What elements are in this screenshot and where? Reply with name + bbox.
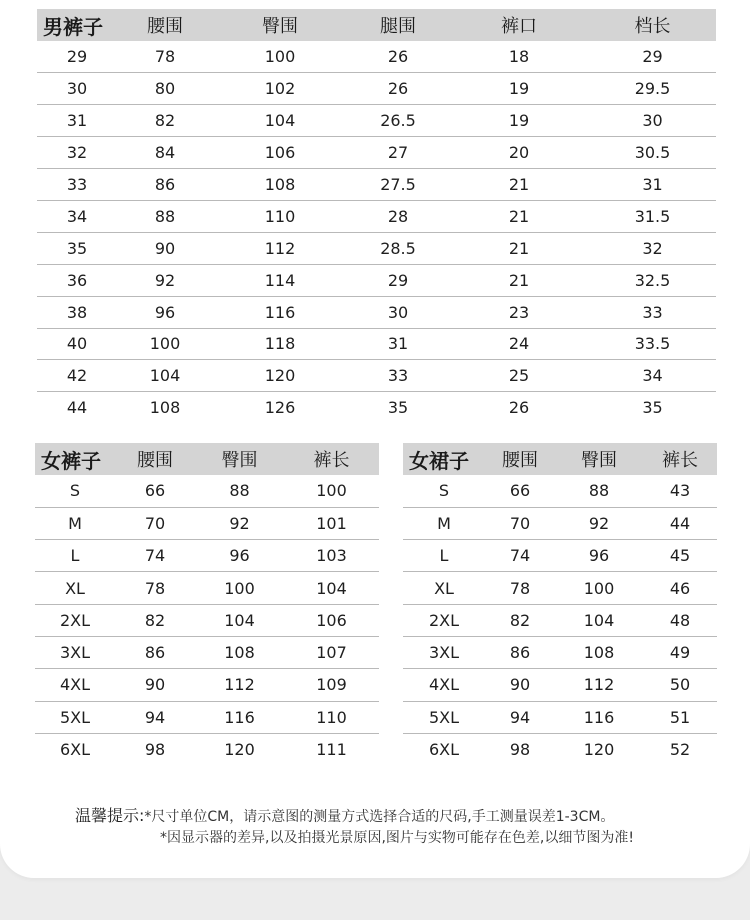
measurement-cell: 70 — [485, 507, 555, 539]
tip-line-1 — [75, 803, 614, 826]
table-row — [403, 540, 717, 572]
measurement-cell: 45 — [643, 540, 717, 572]
table-row — [37, 169, 716, 201]
measurement-cell: 30.5 — [589, 137, 716, 169]
measurement-cell: 78 — [115, 572, 195, 604]
measurement-cell: 34 — [589, 360, 716, 392]
measurement-cell: 27.5 — [347, 169, 449, 201]
measurement-cell: 103 — [284, 540, 379, 572]
measurement-cell: 86 — [115, 636, 195, 668]
measurement-cell: 50 — [643, 669, 717, 701]
size-cell: 34 — [37, 200, 117, 232]
column-header: 裤长 — [643, 443, 717, 475]
table-header-row — [35, 443, 379, 475]
column-header: 腰围 — [117, 9, 213, 41]
measurement-cell: 88 — [555, 475, 643, 507]
table-row — [403, 733, 717, 765]
measurement-cell: 44 — [643, 507, 717, 539]
column-header: 裤长 — [284, 443, 379, 475]
table-title-header: 女裤子 — [35, 443, 115, 475]
table-title-header: 女裙子 — [403, 443, 485, 475]
measurement-cell: 104 — [195, 604, 284, 636]
measurement-cell: 90 — [115, 669, 195, 701]
size-cell: 33 — [37, 169, 117, 201]
size-cell: S — [403, 475, 485, 507]
table-row — [403, 636, 717, 668]
measurement-cell: 110 — [284, 701, 379, 733]
tip-title: 温馨提示: — [75, 806, 145, 825]
measurement-cell: 100 — [195, 572, 284, 604]
table-row — [403, 604, 717, 636]
column-header: 档长 — [589, 9, 716, 41]
measurement-cell: 101 — [284, 507, 379, 539]
size-cell: 4XL — [35, 669, 115, 701]
size-cell: 6XL — [428, 740, 460, 760]
size-cell: 2XL — [403, 604, 485, 636]
table-header-row — [37, 9, 716, 41]
measurement-cell: 27 — [347, 137, 449, 169]
size-cell: M — [403, 507, 485, 539]
table-row — [37, 137, 716, 169]
measurement-cell: 88 — [195, 475, 284, 507]
table-row — [403, 669, 717, 701]
measurement-cell: 29 — [589, 41, 716, 73]
measurement-cell: 104 — [284, 572, 379, 604]
table-title-header: 男裤子 — [37, 9, 117, 41]
table-row — [37, 264, 716, 296]
table-row — [35, 507, 379, 539]
size-cell: 30 — [37, 73, 117, 105]
measurement-cell: 21 — [449, 200, 589, 232]
measurement-cell: 66 — [115, 475, 195, 507]
size-cell: 44 — [66, 398, 88, 418]
table-row — [35, 540, 379, 572]
measurement-cell: 82 — [117, 105, 213, 137]
table-header-row — [403, 443, 717, 475]
measurement-cell: 108 — [149, 398, 181, 418]
measurement-cell: 82 — [485, 604, 555, 636]
measurement-cell: 29.5 — [589, 73, 716, 105]
measurement-cell: 120 — [224, 740, 255, 760]
measurement-cell: 108 — [213, 169, 347, 201]
measurement-cell: 114 — [213, 264, 347, 296]
measurement-cell: 86 — [117, 169, 213, 201]
table-row — [403, 475, 717, 507]
size-cell: 4XL — [403, 669, 485, 701]
measurement-cell: 78 — [485, 572, 555, 604]
measurement-cell: 82 — [115, 604, 195, 636]
measurement-cell: 100 — [213, 41, 347, 73]
measurement-cell: 120 — [583, 740, 615, 760]
measurement-cell: 96 — [117, 296, 213, 328]
measurement-cell: 74 — [485, 540, 555, 572]
column-header: 裤口 — [449, 9, 589, 41]
size-cell: 5XL — [403, 701, 485, 733]
measurement-cell: 118 — [213, 328, 347, 360]
measurement-cell: 104 — [213, 105, 347, 137]
measurement-cell: 107 — [284, 636, 379, 668]
table-row — [35, 733, 379, 765]
measurement-cell: 92 — [117, 264, 213, 296]
women-skirt-size-table — [403, 443, 717, 766]
measurement-cell: 33 — [347, 360, 449, 392]
measurement-cell: 28 — [347, 200, 449, 232]
measurement-cell: 108 — [555, 636, 643, 668]
measurement-cell: 92 — [195, 507, 284, 539]
measurement-cell: 35 — [642, 398, 663, 418]
measurement-cell: 32 — [589, 232, 716, 264]
size-cell: 29 — [37, 41, 117, 73]
table-row — [35, 636, 379, 668]
measurement-cell: 21 — [449, 169, 589, 201]
measurement-cell: 20 — [449, 137, 589, 169]
measurement-cell: 24 — [449, 328, 589, 360]
measurement-cell: 52 — [669, 740, 691, 760]
tip-text-1: *尺寸单位CM，请示意图的测量方式选择合适的尺码,手工测量误差1-3CM。 — [144, 809, 615, 825]
size-cell: 38 — [37, 296, 117, 328]
measurement-cell: 21 — [449, 232, 589, 264]
table-row — [37, 360, 716, 392]
size-cell: 3XL — [403, 636, 485, 668]
measurement-cell: 23 — [449, 296, 589, 328]
size-cell: 5XL — [35, 701, 115, 733]
measurement-cell: 26 — [347, 41, 449, 73]
size-cell: 32 — [37, 137, 117, 169]
table-row — [37, 232, 716, 264]
measurement-cell: 43 — [643, 475, 717, 507]
measurement-cell: 110 — [213, 200, 347, 232]
tip-text-2: *因显示器的差异,以及拍摄光景原因,图片与实物可能存在色差,以细节图为准! — [160, 830, 634, 846]
size-cell: 40 — [37, 328, 117, 360]
measurement-cell: 70 — [115, 507, 195, 539]
measurement-cell: 100 — [284, 475, 379, 507]
measurement-cell: 21 — [449, 264, 589, 296]
column-header: 臀围 — [555, 443, 643, 475]
measurement-cell: 96 — [195, 540, 284, 572]
table-row — [403, 701, 717, 733]
measurement-cell: 120 — [213, 360, 347, 392]
size-cell: S — [35, 475, 115, 507]
tip-line-2 — [160, 827, 634, 847]
table-row — [37, 296, 716, 328]
measurement-cell: 106 — [213, 137, 347, 169]
measurement-cell: 74 — [115, 540, 195, 572]
measurement-cell: 46 — [643, 572, 717, 604]
size-cell: 6XL — [59, 740, 91, 760]
measurement-cell: 18 — [449, 41, 589, 73]
measurement-cell: 31 — [589, 169, 716, 201]
measurement-cell: 49 — [643, 636, 717, 668]
measurement-cell: 26 — [508, 398, 530, 418]
measurement-cell: 112 — [213, 232, 347, 264]
size-cell: 35 — [37, 232, 117, 264]
measurement-cell: 126 — [264, 398, 296, 418]
size-cell: 3XL — [35, 636, 115, 668]
table-row — [35, 669, 379, 701]
measurement-cell: 96 — [555, 540, 643, 572]
size-cell: XL — [403, 572, 485, 604]
table-row — [35, 604, 379, 636]
measurement-cell: 112 — [555, 669, 643, 701]
measurement-cell: 31 — [347, 328, 449, 360]
table-row — [37, 200, 716, 232]
size-cell: L — [35, 540, 115, 572]
table-row — [37, 392, 716, 424]
measurement-cell: 80 — [117, 73, 213, 105]
measurement-cell: 92 — [555, 507, 643, 539]
measurement-cell: 31.5 — [589, 200, 716, 232]
table-row — [35, 475, 379, 507]
measurement-cell: 116 — [213, 296, 347, 328]
measurement-cell: 104 — [555, 604, 643, 636]
table-row — [37, 41, 716, 73]
measurement-cell: 26 — [347, 73, 449, 105]
size-cell: 42 — [37, 360, 117, 392]
measurement-cell: 33 — [589, 296, 716, 328]
column-header: 腿围 — [347, 9, 449, 41]
size-cell: 31 — [37, 105, 117, 137]
measurement-cell: 108 — [195, 636, 284, 668]
measurement-cell: 28.5 — [347, 232, 449, 264]
men-pants-size-table — [37, 9, 716, 424]
table-row — [37, 73, 716, 105]
measurement-cell: 86 — [485, 636, 555, 668]
measurement-cell: 32.5 — [589, 264, 716, 296]
measurement-cell: 116 — [555, 701, 643, 733]
measurement-cell: 102 — [213, 73, 347, 105]
table-row — [403, 507, 717, 539]
measurement-cell: 35 — [387, 398, 409, 418]
column-header: 臀围 — [213, 9, 347, 41]
table-row — [35, 701, 379, 733]
measurement-cell: 116 — [195, 701, 284, 733]
measurement-cell: 98 — [509, 740, 531, 760]
table-row — [37, 105, 716, 137]
measurement-cell: 66 — [485, 475, 555, 507]
measurement-cell: 112 — [195, 669, 284, 701]
table-row — [37, 328, 716, 360]
size-cell: L — [403, 540, 485, 572]
size-cell: XL — [35, 572, 115, 604]
column-header: 腰围 — [485, 443, 555, 475]
measurement-cell: 29 — [347, 264, 449, 296]
measurement-cell: 100 — [117, 328, 213, 360]
measurement-cell: 19 — [449, 105, 589, 137]
measurement-cell: 78 — [117, 41, 213, 73]
measurement-cell: 84 — [117, 137, 213, 169]
measurement-cell: 111 — [316, 740, 347, 760]
measurement-cell: 30 — [589, 105, 716, 137]
measurement-cell: 88 — [117, 200, 213, 232]
table-row — [403, 572, 717, 604]
column-header: 臀围 — [195, 443, 284, 475]
measurement-cell: 94 — [485, 701, 555, 733]
measurement-cell: 90 — [485, 669, 555, 701]
measurement-cell: 106 — [284, 604, 379, 636]
measurement-cell: 104 — [117, 360, 213, 392]
size-cell: 36 — [37, 264, 117, 296]
column-header: 腰围 — [115, 443, 195, 475]
measurement-cell: 100 — [555, 572, 643, 604]
measurement-cell: 25 — [449, 360, 589, 392]
table-row — [35, 572, 379, 604]
measurement-cell: 33.5 — [589, 328, 716, 360]
measurement-cell: 109 — [284, 669, 379, 701]
measurement-cell: 51 — [643, 701, 717, 733]
measurement-cell: 98 — [144, 740, 166, 760]
measurement-cell: 19 — [449, 73, 589, 105]
measurement-cell: 26.5 — [347, 105, 449, 137]
size-cell: M — [35, 507, 115, 539]
measurement-cell: 94 — [115, 701, 195, 733]
measurement-cell: 48 — [643, 604, 717, 636]
measurement-cell: 90 — [117, 232, 213, 264]
measurement-cell: 30 — [347, 296, 449, 328]
women-pants-size-table — [35, 443, 379, 766]
size-cell: 2XL — [35, 604, 115, 636]
